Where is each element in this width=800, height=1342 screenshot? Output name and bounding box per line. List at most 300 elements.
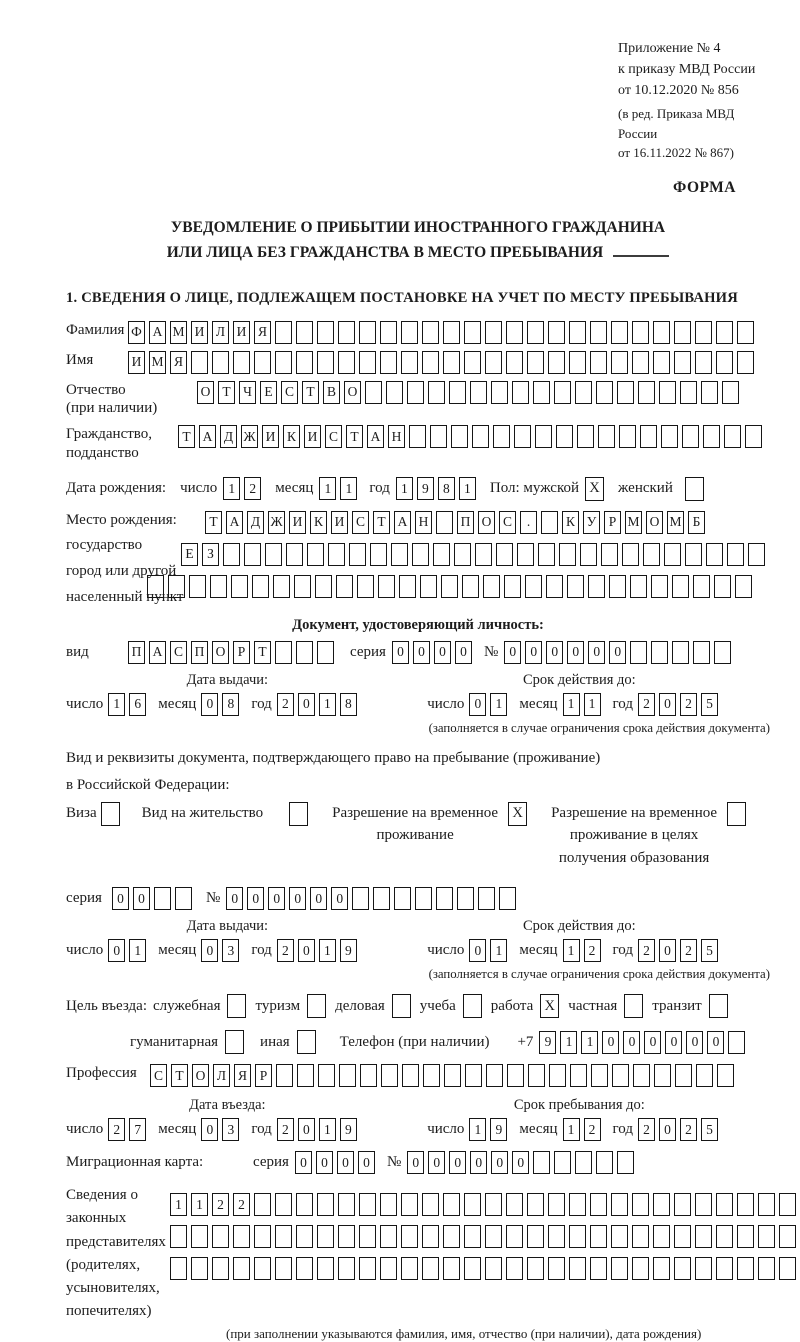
char-cell[interactable] <box>716 351 733 374</box>
char-cell[interactable]: С <box>281 381 298 404</box>
char-cell[interactable]: 5 <box>701 693 718 716</box>
char-cell[interactable] <box>254 1225 271 1248</box>
temp-residence-checkbox[interactable]: X <box>508 802 527 826</box>
char-cell[interactable] <box>191 1225 208 1248</box>
char-cell[interactable]: П <box>128 641 145 664</box>
char-cell[interactable] <box>569 351 586 374</box>
char-cell[interactable] <box>465 1064 482 1087</box>
char-cell[interactable] <box>401 1257 418 1280</box>
char-cell[interactable]: 0 <box>133 887 150 910</box>
char-cell[interactable]: 0 <box>469 693 486 716</box>
char-cell[interactable]: Е <box>181 543 198 566</box>
purpose-work-checkbox[interactable]: X <box>540 994 559 1018</box>
char-cell[interactable] <box>275 1225 292 1248</box>
char-cell[interactable] <box>546 575 563 598</box>
purpose-transit-checkbox[interactable] <box>709 994 728 1018</box>
char-cell[interactable]: 2 <box>233 1193 250 1216</box>
char-cell[interactable] <box>588 575 605 598</box>
char-cell[interactable]: . <box>520 511 537 534</box>
char-cell[interactable] <box>317 641 334 664</box>
purpose-other-checkbox[interactable] <box>297 1030 316 1054</box>
char-cell[interactable] <box>422 1225 439 1248</box>
identity-issue-year-boxes[interactable] <box>277 693 361 716</box>
char-cell[interactable]: Т <box>346 425 363 448</box>
char-cell[interactable]: П <box>457 511 474 534</box>
char-cell[interactable] <box>212 1225 229 1248</box>
char-cell[interactable] <box>653 1257 670 1280</box>
char-cell[interactable]: У <box>583 511 600 534</box>
char-cell[interactable]: О <box>212 641 229 664</box>
char-cell[interactable] <box>275 1193 292 1216</box>
char-cell[interactable] <box>512 381 529 404</box>
char-cell[interactable]: 0 <box>358 1151 375 1174</box>
char-cell[interactable]: 0 <box>298 1118 315 1141</box>
char-cell[interactable] <box>538 543 555 566</box>
char-cell[interactable] <box>470 381 487 404</box>
char-cell[interactable] <box>737 321 754 344</box>
char-cell[interactable] <box>231 575 248 598</box>
char-cell[interactable]: 1 <box>223 477 240 500</box>
char-cell[interactable] <box>643 543 660 566</box>
char-cell[interactable] <box>717 1064 734 1087</box>
char-cell[interactable] <box>189 575 206 598</box>
residence-doc-number-boxes[interactable] <box>226 887 520 910</box>
legal-representatives-row1-boxes[interactable] <box>170 1193 800 1216</box>
char-cell[interactable]: Т <box>373 511 390 534</box>
char-cell[interactable] <box>706 543 723 566</box>
char-cell[interactable] <box>422 1257 439 1280</box>
char-cell[interactable]: Л <box>213 1064 230 1087</box>
char-cell[interactable] <box>485 1225 502 1248</box>
char-cell[interactable]: 1 <box>560 1031 577 1054</box>
char-cell[interactable] <box>506 321 523 344</box>
char-cell[interactable] <box>373 887 390 910</box>
char-cell[interactable]: 0 <box>686 1031 703 1054</box>
char-cell[interactable] <box>548 351 565 374</box>
char-cell[interactable] <box>317 1225 334 1248</box>
char-cell[interactable] <box>275 351 292 374</box>
char-cell[interactable] <box>640 425 657 448</box>
residence-issue-year-boxes[interactable] <box>277 939 361 962</box>
char-cell[interactable] <box>506 351 523 374</box>
char-cell[interactable]: Р <box>604 511 621 534</box>
char-cell[interactable]: 1 <box>563 1118 580 1141</box>
char-cell[interactable] <box>380 321 397 344</box>
char-cell[interactable] <box>527 321 544 344</box>
char-cell[interactable] <box>422 1193 439 1216</box>
char-cell[interactable] <box>779 1257 796 1280</box>
char-cell[interactable] <box>577 425 594 448</box>
char-cell[interactable] <box>611 1225 628 1248</box>
char-cell[interactable]: 1 <box>469 1118 486 1141</box>
char-cell[interactable] <box>622 543 639 566</box>
char-cell[interactable]: С <box>150 1064 167 1087</box>
char-cell[interactable]: 0 <box>201 1118 218 1141</box>
char-cell[interactable]: Т <box>218 381 235 404</box>
char-cell[interactable] <box>485 1193 502 1216</box>
char-cell[interactable] <box>212 1257 229 1280</box>
char-cell[interactable]: 0 <box>659 939 676 962</box>
char-cell[interactable] <box>296 641 313 664</box>
char-cell[interactable]: А <box>149 321 166 344</box>
char-cell[interactable]: Е <box>260 381 277 404</box>
char-cell[interactable]: 0 <box>659 693 676 716</box>
char-cell[interactable]: 0 <box>665 1031 682 1054</box>
char-cell[interactable]: Ф <box>128 321 145 344</box>
char-cell[interactable]: 1 <box>129 939 146 962</box>
char-cell[interactable]: О <box>197 381 214 404</box>
char-cell[interactable]: 1 <box>319 477 336 500</box>
char-cell[interactable] <box>633 1064 650 1087</box>
char-cell[interactable] <box>569 1257 586 1280</box>
char-cell[interactable] <box>737 351 754 374</box>
char-cell[interactable] <box>443 1225 460 1248</box>
char-cell[interactable]: 1 <box>319 1118 336 1141</box>
char-cell[interactable] <box>570 1064 587 1087</box>
char-cell[interactable]: 2 <box>584 939 601 962</box>
char-cell[interactable] <box>464 351 481 374</box>
char-cell[interactable] <box>357 575 374 598</box>
char-cell[interactable]: 0 <box>659 1118 676 1141</box>
char-cell[interactable] <box>674 321 691 344</box>
char-cell[interactable] <box>548 1225 565 1248</box>
char-cell[interactable] <box>254 351 271 374</box>
gender-male-checkbox[interactable]: X <box>585 477 604 501</box>
char-cell[interactable] <box>317 1193 334 1216</box>
char-cell[interactable] <box>223 543 240 566</box>
char-cell[interactable] <box>737 1257 754 1280</box>
char-cell[interactable] <box>630 641 647 664</box>
char-cell[interactable] <box>590 351 607 374</box>
residence-issue-day-boxes[interactable] <box>108 939 150 962</box>
char-cell[interactable] <box>483 575 500 598</box>
char-cell[interactable] <box>381 1064 398 1087</box>
char-cell[interactable]: 9 <box>417 477 434 500</box>
char-cell[interactable]: 1 <box>340 477 357 500</box>
identity-expiry-month-boxes[interactable] <box>563 693 605 716</box>
char-cell[interactable]: 0 <box>298 939 315 962</box>
char-cell[interactable]: 0 <box>602 1031 619 1054</box>
stay-month-boxes[interactable] <box>563 1118 605 1141</box>
char-cell[interactable]: 0 <box>609 641 626 664</box>
char-cell[interactable] <box>598 425 615 448</box>
char-cell[interactable] <box>315 575 332 598</box>
char-cell[interactable] <box>443 351 460 374</box>
char-cell[interactable] <box>191 351 208 374</box>
char-cell[interactable] <box>370 543 387 566</box>
char-cell[interactable] <box>407 381 424 404</box>
char-cell[interactable]: О <box>646 511 663 534</box>
purpose-private-checkbox[interactable] <box>624 994 643 1018</box>
char-cell[interactable] <box>380 1193 397 1216</box>
identity-expiry-day-boxes[interactable] <box>469 693 511 716</box>
char-cell[interactable] <box>619 425 636 448</box>
char-cell[interactable] <box>170 1257 187 1280</box>
char-cell[interactable]: 0 <box>295 1151 312 1174</box>
profession-boxes[interactable] <box>150 1064 738 1087</box>
char-cell[interactable]: 1 <box>563 939 580 962</box>
char-cell[interactable] <box>779 1225 796 1248</box>
char-cell[interactable] <box>352 887 369 910</box>
char-cell[interactable]: 1 <box>490 693 507 716</box>
char-cell[interactable] <box>611 321 628 344</box>
char-cell[interactable]: 2 <box>108 1118 125 1141</box>
char-cell[interactable]: 0 <box>337 1151 354 1174</box>
char-cell[interactable] <box>380 1257 397 1280</box>
char-cell[interactable] <box>147 575 164 598</box>
char-cell[interactable]: Ж <box>268 511 285 534</box>
char-cell[interactable] <box>168 575 185 598</box>
char-cell[interactable] <box>422 321 439 344</box>
char-cell[interactable] <box>296 351 313 374</box>
char-cell[interactable] <box>359 1257 376 1280</box>
residence-permit-checkbox[interactable] <box>289 802 308 826</box>
char-cell[interactable] <box>758 1193 775 1216</box>
char-cell[interactable]: 1 <box>108 693 125 716</box>
char-cell[interactable] <box>695 1193 712 1216</box>
char-cell[interactable]: 0 <box>289 887 306 910</box>
birth-place-row2-boxes[interactable] <box>181 543 769 566</box>
residence-expiry-day-boxes[interactable] <box>469 939 511 962</box>
char-cell[interactable]: А <box>199 425 216 448</box>
char-cell[interactable] <box>590 321 607 344</box>
char-cell[interactable] <box>632 321 649 344</box>
char-cell[interactable] <box>696 1064 713 1087</box>
char-cell[interactable] <box>401 1193 418 1216</box>
char-cell[interactable] <box>654 1064 671 1087</box>
char-cell[interactable] <box>485 321 502 344</box>
char-cell[interactable]: Н <box>388 425 405 448</box>
char-cell[interactable] <box>443 1257 460 1280</box>
birth-day-boxes[interactable] <box>223 477 265 500</box>
gender-female-checkbox[interactable] <box>685 477 704 501</box>
char-cell[interactable]: 2 <box>277 939 294 962</box>
char-cell[interactable] <box>401 351 418 374</box>
char-cell[interactable] <box>693 575 710 598</box>
char-cell[interactable] <box>569 1225 586 1248</box>
char-cell[interactable]: Л <box>212 321 229 344</box>
char-cell[interactable]: 7 <box>129 1118 146 1141</box>
char-cell[interactable] <box>485 1257 502 1280</box>
char-cell[interactable] <box>297 1064 314 1087</box>
char-cell[interactable] <box>233 1257 250 1280</box>
char-cell[interactable]: 0 <box>525 641 542 664</box>
char-cell[interactable]: 0 <box>434 641 451 664</box>
char-cell[interactable]: 2 <box>277 693 294 716</box>
char-cell[interactable]: Т <box>302 381 319 404</box>
char-cell[interactable] <box>728 1031 745 1054</box>
char-cell[interactable]: 8 <box>340 693 357 716</box>
char-cell[interactable] <box>632 1225 649 1248</box>
char-cell[interactable] <box>611 1257 628 1280</box>
identity-doc-kind-boxes[interactable] <box>128 641 338 664</box>
char-cell[interactable]: 0 <box>392 641 409 664</box>
char-cell[interactable]: 0 <box>298 693 315 716</box>
char-cell[interactable]: Б <box>688 511 705 534</box>
char-cell[interactable] <box>653 351 670 374</box>
char-cell[interactable]: И <box>289 511 306 534</box>
char-cell[interactable] <box>478 887 495 910</box>
char-cell[interactable] <box>556 425 573 448</box>
char-cell[interactable] <box>548 321 565 344</box>
char-cell[interactable]: 0 <box>413 641 430 664</box>
char-cell[interactable]: 3 <box>222 1118 239 1141</box>
char-cell[interactable] <box>685 543 702 566</box>
phone-boxes[interactable] <box>539 1031 749 1054</box>
char-cell[interactable] <box>391 543 408 566</box>
char-cell[interactable]: А <box>367 425 384 448</box>
char-cell[interactable]: 0 <box>546 641 563 664</box>
purpose-business-checkbox[interactable] <box>392 994 411 1018</box>
purpose-tourism-checkbox[interactable] <box>307 994 326 1018</box>
char-cell[interactable] <box>441 575 458 598</box>
char-cell[interactable] <box>491 381 508 404</box>
char-cell[interactable]: Ч <box>239 381 256 404</box>
char-cell[interactable]: 0 <box>707 1031 724 1054</box>
char-cell[interactable] <box>296 1193 313 1216</box>
char-cell[interactable]: 0 <box>588 641 605 664</box>
char-cell[interactable]: 2 <box>680 1118 697 1141</box>
char-cell[interactable] <box>378 575 395 598</box>
char-cell[interactable]: 0 <box>201 939 218 962</box>
char-cell[interactable]: 0 <box>112 887 129 910</box>
char-cell[interactable] <box>533 381 550 404</box>
char-cell[interactable]: 9 <box>490 1118 507 1141</box>
char-cell[interactable] <box>675 1064 692 1087</box>
char-cell[interactable] <box>244 543 261 566</box>
char-cell[interactable] <box>695 351 712 374</box>
birth-place-row3-boxes[interactable] <box>147 575 769 598</box>
identity-issue-day-boxes[interactable] <box>108 693 150 716</box>
char-cell[interactable] <box>674 351 691 374</box>
patronymic-boxes[interactable] <box>197 381 743 404</box>
residence-doc-series-boxes[interactable] <box>112 887 196 910</box>
char-cell[interactable]: 2 <box>244 477 261 500</box>
char-cell[interactable] <box>359 1193 376 1216</box>
char-cell[interactable] <box>653 321 670 344</box>
char-cell[interactable]: 0 <box>623 1031 640 1054</box>
char-cell[interactable]: И <box>191 321 208 344</box>
char-cell[interactable]: С <box>352 511 369 534</box>
char-cell[interactable] <box>273 575 290 598</box>
char-cell[interactable] <box>475 543 492 566</box>
residence-expiry-year-boxes[interactable] <box>638 939 722 962</box>
char-cell[interactable] <box>296 1257 313 1280</box>
char-cell[interactable]: 1 <box>490 939 507 962</box>
char-cell[interactable] <box>737 1225 754 1248</box>
citizenship-boxes[interactable] <box>178 425 766 448</box>
identity-doc-number-boxes[interactable] <box>504 641 735 664</box>
char-cell[interactable] <box>294 575 311 598</box>
char-cell[interactable]: Я <box>170 351 187 374</box>
char-cell[interactable] <box>286 543 303 566</box>
char-cell[interactable] <box>682 425 699 448</box>
char-cell[interactable] <box>454 543 471 566</box>
char-cell[interactable] <box>527 1257 544 1280</box>
char-cell[interactable] <box>212 351 229 374</box>
char-cell[interactable] <box>170 1225 187 1248</box>
char-cell[interactable] <box>611 351 628 374</box>
char-cell[interactable]: 2 <box>277 1118 294 1141</box>
char-cell[interactable] <box>651 575 668 598</box>
char-cell[interactable] <box>528 1064 545 1087</box>
char-cell[interactable] <box>535 425 552 448</box>
char-cell[interactable]: О <box>478 511 495 534</box>
char-cell[interactable] <box>409 425 426 448</box>
birth-year-boxes[interactable] <box>396 477 480 500</box>
char-cell[interactable] <box>317 321 334 344</box>
char-cell[interactable] <box>444 1064 461 1087</box>
char-cell[interactable] <box>415 887 432 910</box>
stay-day-boxes[interactable] <box>469 1118 511 1141</box>
char-cell[interactable]: С <box>170 641 187 664</box>
surname-boxes[interactable] <box>128 321 758 344</box>
char-cell[interactable] <box>714 575 731 598</box>
char-cell[interactable] <box>338 1257 355 1280</box>
char-cell[interactable]: Я <box>254 321 271 344</box>
char-cell[interactable] <box>401 1225 418 1248</box>
char-cell[interactable] <box>317 351 334 374</box>
char-cell[interactable] <box>727 543 744 566</box>
char-cell[interactable] <box>527 351 544 374</box>
char-cell[interactable] <box>296 321 313 344</box>
identity-doc-series-boxes[interactable] <box>392 641 476 664</box>
char-cell[interactable] <box>254 1193 271 1216</box>
char-cell[interactable] <box>399 575 416 598</box>
char-cell[interactable]: О <box>344 381 361 404</box>
char-cell[interactable]: 6 <box>129 693 146 716</box>
char-cell[interactable] <box>548 1257 565 1280</box>
char-cell[interactable]: 1 <box>584 693 601 716</box>
char-cell[interactable] <box>318 1064 335 1087</box>
char-cell[interactable] <box>695 1225 712 1248</box>
char-cell[interactable] <box>580 543 597 566</box>
char-cell[interactable] <box>464 1225 481 1248</box>
char-cell[interactable] <box>680 381 697 404</box>
char-cell[interactable] <box>527 1193 544 1216</box>
stay-year-boxes[interactable] <box>638 1118 722 1141</box>
char-cell[interactable] <box>548 1193 565 1216</box>
char-cell[interactable] <box>433 543 450 566</box>
char-cell[interactable] <box>672 575 689 598</box>
char-cell[interactable] <box>549 1064 566 1087</box>
temp-residence-edu-checkbox[interactable] <box>727 802 746 826</box>
char-cell[interactable] <box>714 641 731 664</box>
char-cell[interactable] <box>499 887 516 910</box>
char-cell[interactable]: 0 <box>201 693 218 716</box>
char-cell[interactable]: 0 <box>644 1031 661 1054</box>
char-cell[interactable] <box>745 425 762 448</box>
char-cell[interactable]: 8 <box>222 693 239 716</box>
char-cell[interactable]: 1 <box>319 939 336 962</box>
purpose-official-checkbox[interactable] <box>227 994 246 1018</box>
char-cell[interactable] <box>401 321 418 344</box>
visa-checkbox[interactable] <box>101 802 120 826</box>
char-cell[interactable]: 3 <box>222 939 239 962</box>
char-cell[interactable]: 8 <box>438 477 455 500</box>
char-cell[interactable] <box>506 1193 523 1216</box>
char-cell[interactable] <box>735 575 752 598</box>
char-cell[interactable]: 0 <box>268 887 285 910</box>
char-cell[interactable]: 2 <box>638 1118 655 1141</box>
char-cell[interactable]: Т <box>178 425 195 448</box>
char-cell[interactable]: Т <box>205 511 222 534</box>
char-cell[interactable]: А <box>149 641 166 664</box>
char-cell[interactable] <box>254 1257 271 1280</box>
char-cell[interactable] <box>525 575 542 598</box>
firstname-boxes[interactable] <box>128 351 758 374</box>
char-cell[interactable]: 0 <box>469 939 486 962</box>
